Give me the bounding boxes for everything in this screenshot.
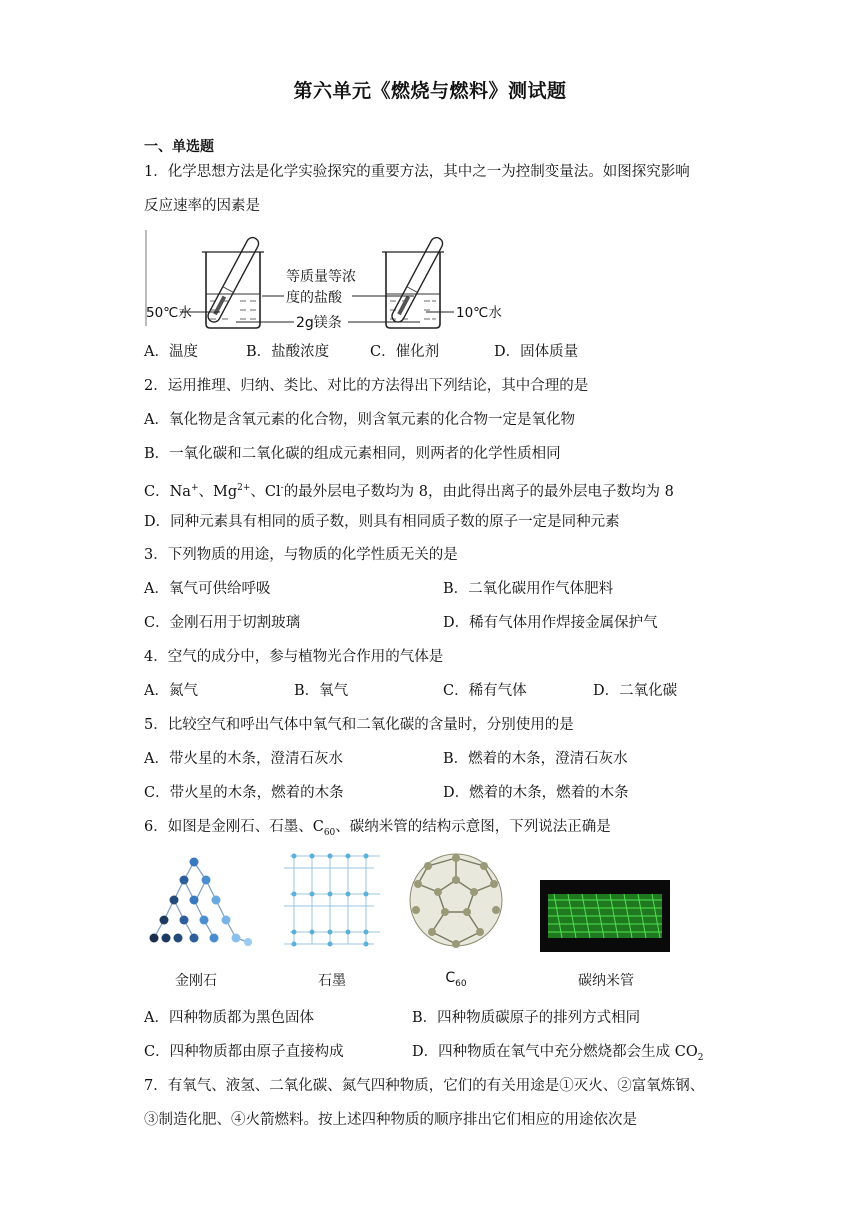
label-graphite: 石墨	[318, 973, 346, 989]
q1-option-d: D．固体质量	[494, 344, 579, 360]
q4-option-a: A．氮气	[144, 683, 198, 699]
q3-option-c: C．金刚石用于切割玻璃	[144, 615, 301, 631]
q6-option-b: B．四种物质碳原子的排列方式相同	[412, 1010, 641, 1026]
q2-option-a: A．氧化物是含氧元素的化合物，则含氧元素的化合物一定是氧化物	[144, 412, 575, 428]
page-title: 第六单元《燃烧与燃料》测试题	[293, 80, 567, 102]
label-c60: $C_{60}$	[445, 970, 467, 989]
q4-option-c: C．稀有气体	[443, 683, 527, 699]
diamond-structure-image	[154, 862, 248, 942]
diamond-atoms	[150, 858, 253, 947]
q1-stem-line1: 1．化学思想方法是化学实验探究的重要方法，其中之一为控制变量法。如图探究影响	[144, 164, 690, 180]
q6-carbon-structures-figure	[144, 850, 684, 996]
q1-stem-line2: 反应速率的因素是	[144, 198, 260, 214]
q1-option-a: A．温度	[144, 344, 198, 360]
q7-stem-line1: 7．有氧气、液氢、二氧化碳、氮气四种物质，它们的有关用途是①灭火、②富氧炼钢、	[144, 1078, 705, 1094]
q3-option-b: B．二氧化碳用作气体肥料	[443, 581, 614, 597]
section-heading: 一、单选题	[144, 139, 214, 155]
beaker-diagram	[144, 226, 504, 331]
q4-stem: 4．空气的成分中，参与植物光合作用的气体是	[144, 649, 444, 665]
label-right-water: 10℃水	[456, 305, 502, 321]
q2-option-b: B．一氧化碳和二氧化碳的组成元素相同，则两者的化学性质相同	[144, 446, 561, 462]
label-acid-line2: 度的盐酸	[286, 290, 342, 306]
q4-option-b: B．氧气	[294, 683, 349, 699]
label-diamond: 金刚石	[175, 973, 217, 989]
q4-option-d: D．二氧化碳	[593, 683, 678, 699]
label-nanotube: 碳纳米管	[578, 973, 634, 989]
q3-option-a: A．氧气可供给呼吸	[144, 581, 271, 597]
label-acid-line1: 等质量等浓	[286, 269, 356, 285]
label-mg-strip: 2g镁条	[296, 315, 342, 331]
q6-stem: 6．如图是金刚石、石墨、$C_{60}$、碳纳米管的结构示意图，下列说法正确是	[144, 819, 611, 838]
q3-option-d: D．稀有气体用作焊接金属保护气	[443, 615, 658, 631]
nanotube-structure-image	[540, 880, 670, 952]
q7-stem-line2: ③制造化肥、④火箭燃料。按上述四种物质的顺序排出它们相应的用途依次是	[144, 1112, 637, 1128]
q2-option-d: D．同种元素具有相同的质子数，则具有相同质子数的原子一定是同种元素	[144, 514, 620, 530]
q5-option-a: A．带火星的木条，澄清石灰水	[144, 751, 343, 767]
q1-option-b: B．盐酸浓度	[246, 344, 330, 360]
carbon-structures-diagram	[144, 850, 684, 962]
q5-option-b: B．燃着的木条，澄清石灰水	[443, 751, 628, 767]
q1-option-c: C．催化剂	[370, 344, 440, 360]
q6-option-c: C．四种物质都由原子直接构成	[144, 1044, 344, 1060]
c60-structure-image	[410, 854, 502, 948]
q5-stem: 5．比较空气和呼出气体中氧气和二氧化碳的含量时，分别使用的是	[144, 717, 574, 733]
q5-option-c: C．带火星的木条，燃着的木条	[144, 785, 344, 801]
q2-stem: 2．运用推理、归纳、类比、对比的方法得出下列结论，其中合理的是	[144, 378, 589, 394]
q2-option-c: C．Na+、$Mg^{2+}$、Cl-的最外层电子数均为 8，由此得出离子的最外层电子数均为 8	[144, 483, 674, 500]
label-left-water: 50℃水	[146, 305, 192, 321]
q5-option-d: D．燃着的木条，燃着的木条	[443, 785, 629, 801]
q6-option-a: A．四种物质都为黑色固体	[144, 1010, 314, 1026]
q6-option-d: D．四种物质在氧气中充分燃烧都会生成 $CO_2$	[412, 1044, 704, 1063]
q1-beaker-figure	[144, 226, 504, 331]
q3-stem: 3．下列物质的用途，与物质的化学性质无关的是	[144, 547, 458, 563]
